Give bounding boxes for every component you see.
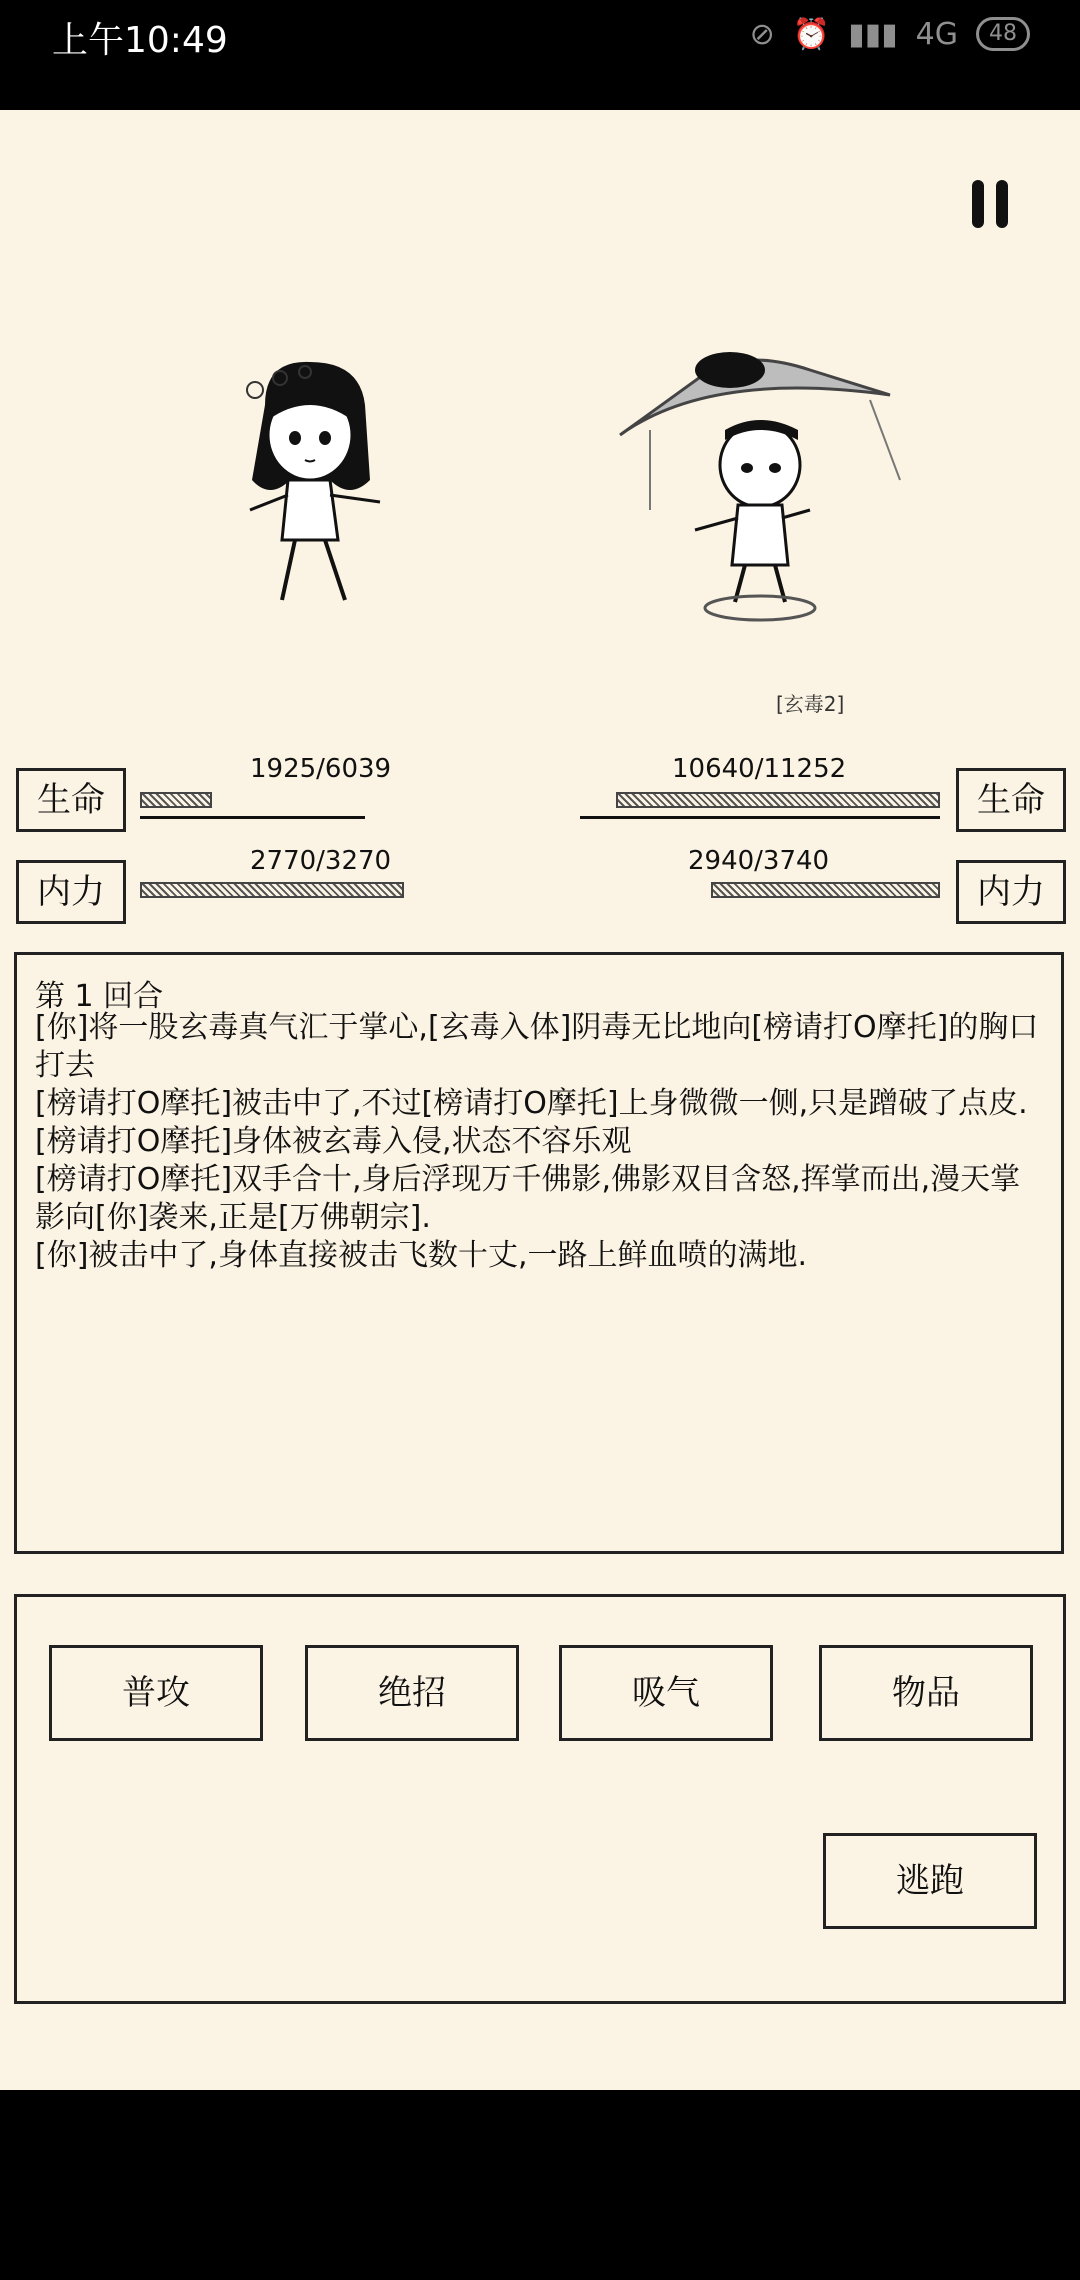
action-panel <box>14 1594 1066 2004</box>
enemy-hp-label: 生命 <box>956 768 1066 832</box>
alarm-icon: ⏰ <box>792 16 831 52</box>
status-time: 上午10:49 <box>52 20 228 61</box>
enemy-mp-label: 内力 <box>956 860 1066 924</box>
bottom-bar <box>0 2090 1080 2280</box>
flee-button[interactable]: 逃跑 <box>823 1833 1037 1929</box>
player-mp-label: 内力 <box>16 860 126 924</box>
enemy-character <box>610 340 910 640</box>
log-line: [榜请打O摩托]身体被玄毒入侵,状态不容乐观 <box>35 1124 632 1159</box>
log-line: [榜请打O摩托]双手合十,身后浮现万千佛影,佛影双目含怒,挥掌而出,漫天掌影向[你]袭来,正是[万佛朝宗]. <box>35 1162 1021 1235</box>
items-button[interactable]: 物品 <box>819 1645 1033 1741</box>
player-mp-value: 2770/3270 <box>250 846 392 876</box>
player-mp-bar <box>140 882 404 898</box>
signal-icon: ▮▮▮ <box>848 16 898 52</box>
log-line: [榜请打O摩托]被击中了,不过[榜请打O摩托]上身微微一侧,只是蹭破了点皮. <box>35 1086 1028 1121</box>
battle-log[interactable] <box>14 952 1064 1554</box>
enemy-hp-underline <box>580 816 940 819</box>
skill-button[interactable]: 绝招 <box>305 1645 519 1741</box>
status-icons <box>750 14 1030 54</box>
enemy-mp-value: 2940/3740 <box>688 846 830 876</box>
player-hp-label: 生命 <box>16 768 126 832</box>
player-character <box>210 350 410 620</box>
breathe-button[interactable]: 吸气 <box>559 1645 773 1741</box>
battery-indicator: 48 <box>976 17 1030 51</box>
player-hp-value: 1925/6039 <box>250 754 392 784</box>
pause-button[interactable] <box>970 180 1010 228</box>
log-line: [你]被击中了,身体直接被击飞数十丈,一路上鲜血喷的满地. <box>35 1238 808 1273</box>
round-header: 第 1 回合 <box>35 979 164 1014</box>
network-type: 4G <box>915 16 958 52</box>
player-hp-underline <box>140 816 365 819</box>
log-line: [你]将一股玄毒真气汇于掌心,[玄毒入体]阴毒无比地向[榜请打O摩托]的胸口打去 <box>35 1010 1039 1083</box>
enemy-hp-value: 10640/11252 <box>672 754 847 784</box>
attack-button[interactable]: 普攻 <box>49 1645 263 1741</box>
notification-off-icon: ⊘ <box>749 16 775 52</box>
player-hp-bar <box>140 792 212 808</box>
enemy-hp-bar <box>616 792 940 808</box>
enemy-mp-bar <box>711 882 940 898</box>
enemy-status-effect: [玄毒2] <box>776 692 845 716</box>
status-bar <box>0 0 1080 110</box>
battle-screen <box>0 110 1080 2090</box>
